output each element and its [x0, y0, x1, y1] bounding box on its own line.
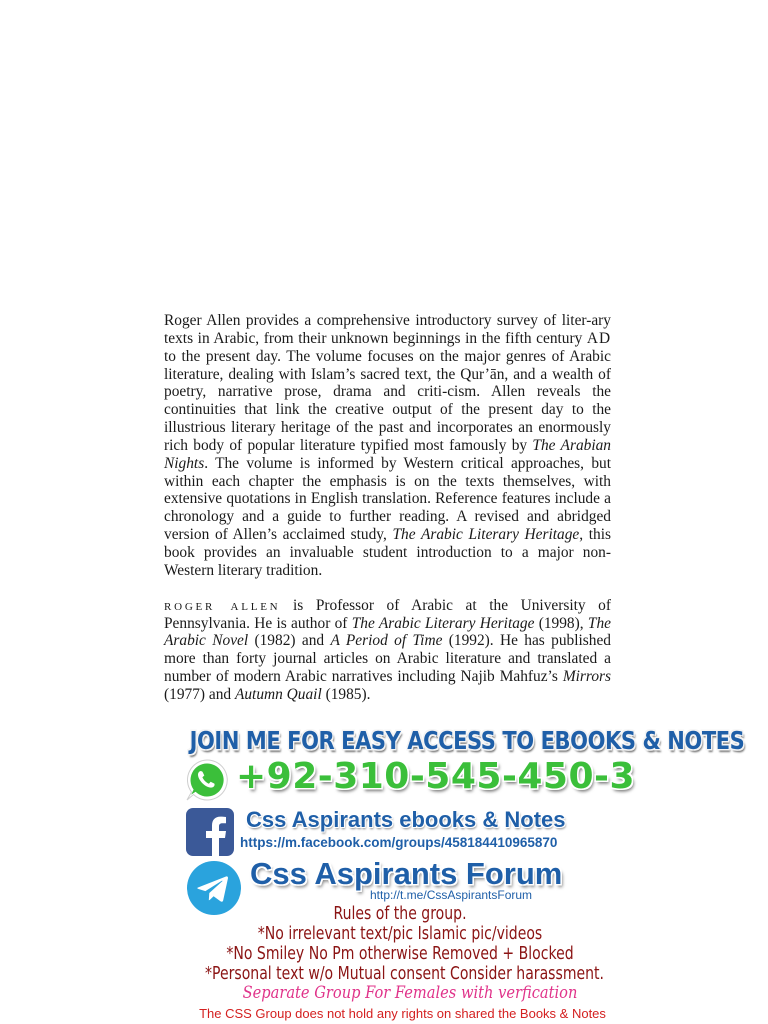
- book-title: Autumn Quail: [234, 685, 322, 703]
- facebook-icon[interactable]: [185, 807, 235, 857]
- author-name: roger allen: [164, 596, 281, 614]
- phone-number[interactable]: +92-310-545-450-3: [236, 756, 636, 797]
- promo-banner: JOIN ME FOR EASY ACCESS TO EBOOKS & NOTES: [189, 726, 745, 755]
- book-title: Mirrors: [562, 668, 611, 686]
- female-group-note: Separate Group For Females with verfication: [242, 983, 578, 1003]
- text-run: (1992). He has published more than forty journal articles on Arabic literature and translated a number of modern Arabic narratives including Najib Mahfuz’s: [164, 632, 611, 686]
- facebook-group-link[interactable]: https://m.facebook.com/groups/458184410965870: [240, 835, 558, 850]
- book-title: The Arabian Nights: [164, 436, 611, 472]
- text-run: to the present day. The volume focuses on the major genres of Arabic literature, dealing with Islam’s sacred text, the Qur’ān, and a wealth of poetry, narrative prose, drama and criti-cism. Allen reveals the continuities that link the creative output of the present day to the illustrious literary heritage of the past and incorporates an enormously rich body of popular literature typified most famously by: [164, 347, 611, 454]
- text-run: , this book provides an invaluable student introduction to a major non-Western literary tradition.: [164, 526, 611, 579]
- book-title: The Arabic Novel: [164, 614, 611, 650]
- text-run: . The volume is informed by Western critical approaches, but within each chapter the emphasis is on the texts themselves, with extensive quotations in English translation. Reference features include a chronology and a guide to further reading. A revised and abridged version of Allen’s acclaimed study,: [164, 454, 611, 544]
- rule-item: *No irrelevant text/pic Islamic pic/videos: [257, 923, 543, 944]
- text-run: (1985).: [321, 685, 371, 703]
- rule-item: *Personal text w/o Mutual consent Consider harassment.: [205, 963, 605, 984]
- facebook-group-title: Css Aspirants ebooks & Notes: [246, 807, 566, 832]
- rule-item: *No Smiley No Pm otherwise Removed + Blocked: [226, 943, 574, 964]
- text-run: (1982) and: [248, 632, 331, 650]
- text-run: is Professor of Arabic at the University of Pennsylvania. He is author of: [164, 596, 611, 632]
- era-abbreviation: AD: [586, 329, 611, 347]
- rules-heading: Rules of the group.: [333, 903, 467, 924]
- text-run: (1998),: [534, 614, 588, 632]
- rights-disclaimer: The CSS Group does not hold any rights on shared the Books & Notes: [199, 1006, 606, 1021]
- telegram-forum-link[interactable]: http://t.me/CssAspirantsForum: [370, 888, 533, 902]
- book-title: The Arabic Literary Heritage: [351, 614, 535, 632]
- telegram-forum-title: Css Aspirants Forum: [250, 856, 563, 891]
- whatsapp-icon[interactable]: [183, 756, 231, 804]
- book-title: A Period of Time: [330, 632, 443, 650]
- book-title: The Arabic Literary Heritage: [392, 526, 580, 544]
- text-run: Roger Allen provides a comprehensive introductory survey of liter-ary texts in Arabic, from their unknown beginnings in the fifth century: [164, 312, 611, 347]
- text-run: (1977) and: [164, 685, 235, 703]
